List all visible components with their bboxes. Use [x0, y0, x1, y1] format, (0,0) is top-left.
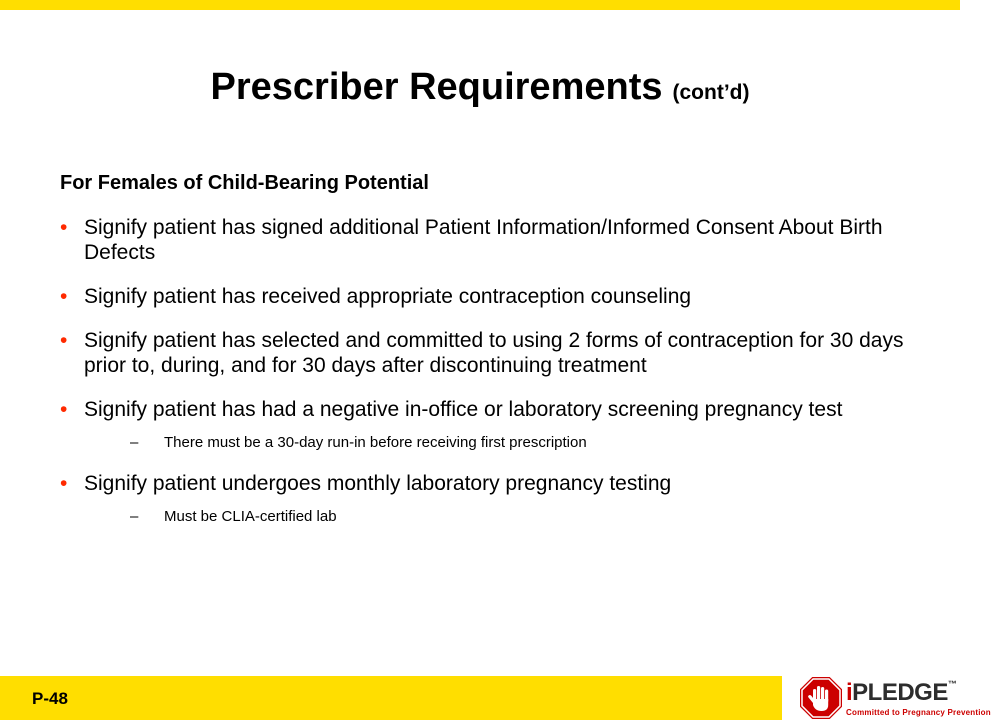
- bullet-item: [60, 215, 920, 265]
- sub-bullet-item: [84, 434, 920, 452]
- logo-prefix: i: [846, 679, 853, 706]
- bullet-marker: •: [60, 285, 68, 308]
- bullet-marker: •: [60, 329, 68, 352]
- stop-hand-icon: [800, 677, 842, 719]
- logo-tagline: Committed to Pregnancy Prevention: [846, 708, 991, 717]
- section-heading: For Females of Child-Bearing Potential: [60, 172, 429, 194]
- bullet-marker: •: [60, 472, 68, 495]
- bullet-item: [60, 471, 920, 526]
- bullet-marker: •: [60, 398, 68, 421]
- bullet-text: Signify patient undergoes monthly laboratory pregnancy testing: [84, 472, 672, 495]
- sub-bullet-text: Must be CLIA-certified lab: [164, 508, 337, 525]
- sub-bullet-marker: –: [130, 508, 139, 525]
- logo-wordmark: [846, 679, 956, 707]
- bullet-item: [60, 328, 920, 378]
- sub-bullet-marker: –: [130, 434, 139, 451]
- bullet-text: Signify patient has selected and committed to using 2 forms of contraception for 30 days prior to, during, and for 30 days after discontinuing treatment: [84, 329, 904, 377]
- sub-bullet-text: There must be a 30-day run-in before receiving first prescription: [164, 434, 587, 451]
- slide-title-main: Prescriber Requirements: [210, 66, 663, 108]
- logo-name: PLEDGE: [852, 679, 948, 706]
- bullet-text: Signify patient has received appropriate contraception counseling: [84, 285, 692, 308]
- ipledge-logo: [800, 677, 991, 719]
- slide-body: [60, 172, 920, 545]
- bottom-accent-bar: [0, 676, 782, 720]
- bullet-text: Signify patient has signed additional Patient Information/Informed Consent About Birth Defects: [84, 216, 883, 264]
- bullet-item: [60, 397, 920, 452]
- logo-trademark: ™: [947, 679, 957, 689]
- bullet-text: Signify patient has had a negative in-office or laboratory screening pregnancy test: [84, 398, 843, 421]
- page-number: P-48: [32, 689, 68, 708]
- bullet-marker: •: [60, 216, 68, 239]
- sub-bullet-item: [84, 508, 920, 526]
- bullet-item: [60, 284, 920, 309]
- top-accent-bar: [0, 0, 960, 10]
- slide-title: [0, 66, 960, 109]
- slide-title-suffix: (cont’d): [672, 81, 750, 104]
